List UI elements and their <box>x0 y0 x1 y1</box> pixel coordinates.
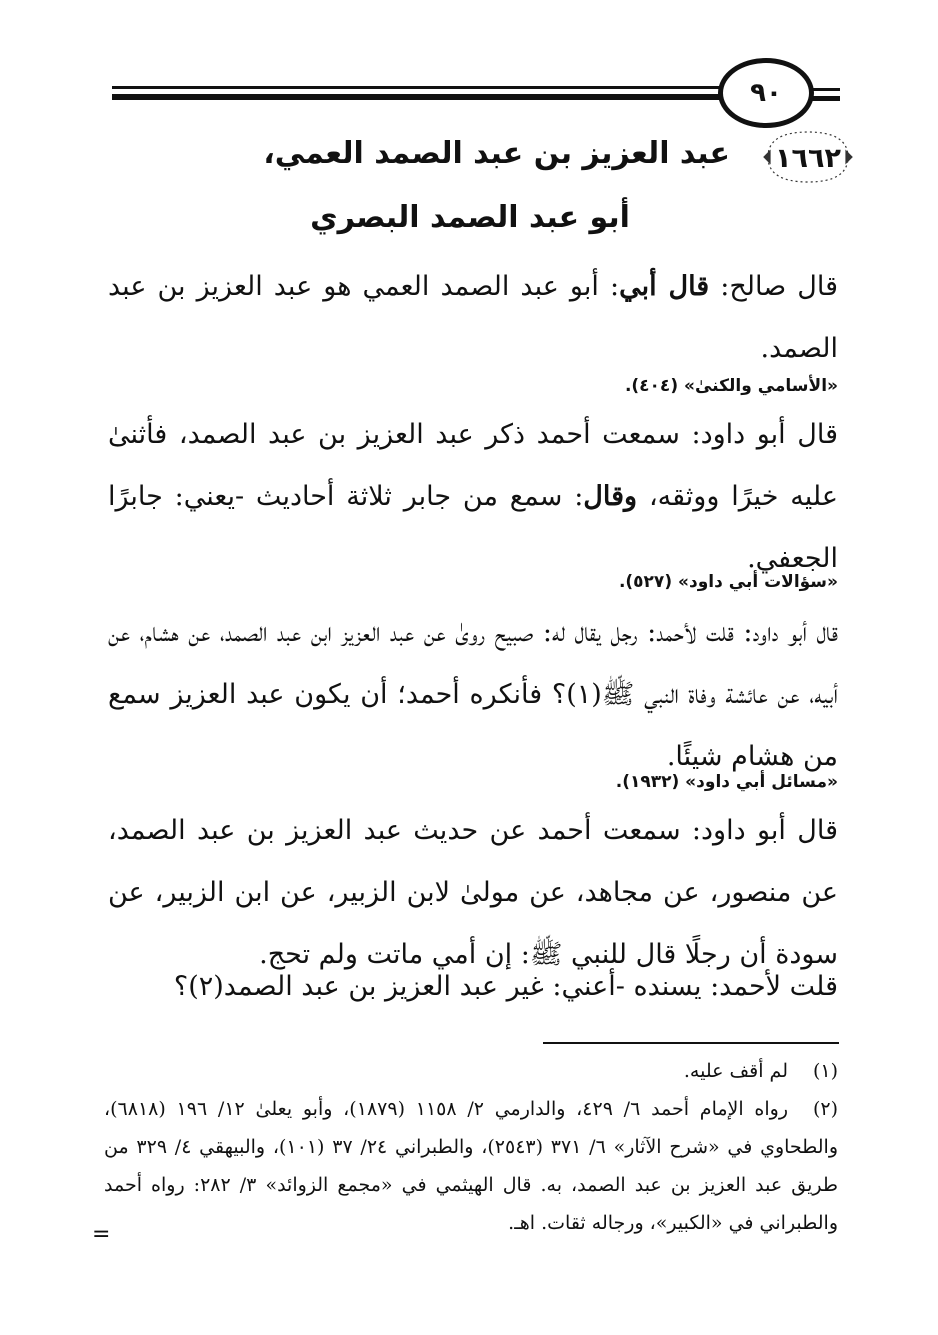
paragraph-4-text: قال أبو داود: سمعت أحمد عن حديث عبد العزيز بن عبد الصمد، عن منصور، عن مجاهد، عن مولىٰ لابن الزبير، عن ابن الزبير، عن سودة أن رجلًا قال للنبي ﷺ: إن أمي ماتت ولم تحج. <box>108 815 838 970</box>
footnote-1-text: لم أقف عليه. <box>683 1060 788 1082</box>
source-citation-3: «مسائل أبي داود» (١٩٣٢). <box>615 772 838 792</box>
paragraph-2-post: : سمع من جابر ثلاثة أحاديث -يعني: جابرًا الجعفي. <box>108 481 838 574</box>
header-rule-top <box>112 86 722 89</box>
footnote-2-text: رواه الإمام أحمد ٦/ ٤٢٩، والدارمي ٢/ ١١٥٨ (١٨٧٩)، وأبو يعلىٰ ١٢/ ١٩٦ (٦٨١٨)، والطحاوي في «شرح الآثار» ٦/ ٣٧١ (٢٥٤٣)، والطبراني ٢٤/ ٣٧ (١٠١)، والبيهقي ٤/ ٣٢٩ من طريق عبد العزيز بن عبد الصمد، به. قال الهيثمي في «مجمع الزوائد» ٣/ ٢٨٢: رواه أحمد والطبراني في «الكبير»، ورجاله ثقات. اهـ. <box>104 1098 839 1234</box>
paragraph-3 <box>108 602 838 788</box>
paragraph-3-text: قال أبو داود: قلت لأحمد: رجل يقال له: صبيح روىٰ عن عبد العزيز ابن عبد الصمد، عن هشام، عن أبيه، عن عائشة وفاة النبي ﷺ(١)؟ فأنكره أحمد؛ أن يكون عبد العزيز سمع من هشام شيئًا. <box>108 617 838 772</box>
footnote-1-number: (١) <box>812 1060 838 1082</box>
paragraph-2 <box>108 404 838 590</box>
paragraph-1 <box>108 256 838 380</box>
entry-title-line1: عبد العزيز بن عبد الصمد العمي، <box>263 136 730 171</box>
footnote-2-number: (٢) <box>812 1098 838 1120</box>
footnote-separator <box>543 1042 839 1044</box>
page-number: ٩٠ <box>718 58 814 128</box>
entry-title-line2: أبو عبد الصمد البصري <box>310 200 630 235</box>
footnote-1 <box>104 1052 838 1090</box>
paragraph-1-post: : أبو عبد الصمد العمي هو عبد العزيز بن عبد الصمد. <box>108 271 838 364</box>
paragraph-2-bold: وقال <box>583 481 638 512</box>
paragraph-2-pre: قال أبو داود: سمعت أحمد ذكر عبد العزيز بن عبد الصمد، فأثنىٰ عليه خيرًا ووثقه، <box>108 419 838 512</box>
source-citation-2: «سؤالات أبي داود» (٥٢٧). <box>618 572 838 592</box>
continuation-mark: = <box>92 1222 111 1247</box>
paragraph-5-text: قلت لأحمد: يسنده -أعني: غير عبد العزيز بن عبد الصمد(٢)؟ <box>173 971 838 1002</box>
source-citation-1: «الأسامي والكنىٰ» (٤٠٤). <box>624 376 838 396</box>
header-rule-bottom <box>112 94 722 100</box>
paragraph-1-pre: قال صالح: <box>709 271 839 302</box>
paragraph-5 <box>108 956 838 1018</box>
footnote-2 <box>104 1090 838 1242</box>
header-rule-right-2 <box>812 96 840 101</box>
entry-number: ١٦٦٢ <box>775 142 841 174</box>
paragraph-1-bold: قال أبي <box>619 271 710 302</box>
header-rule-right <box>812 88 840 91</box>
